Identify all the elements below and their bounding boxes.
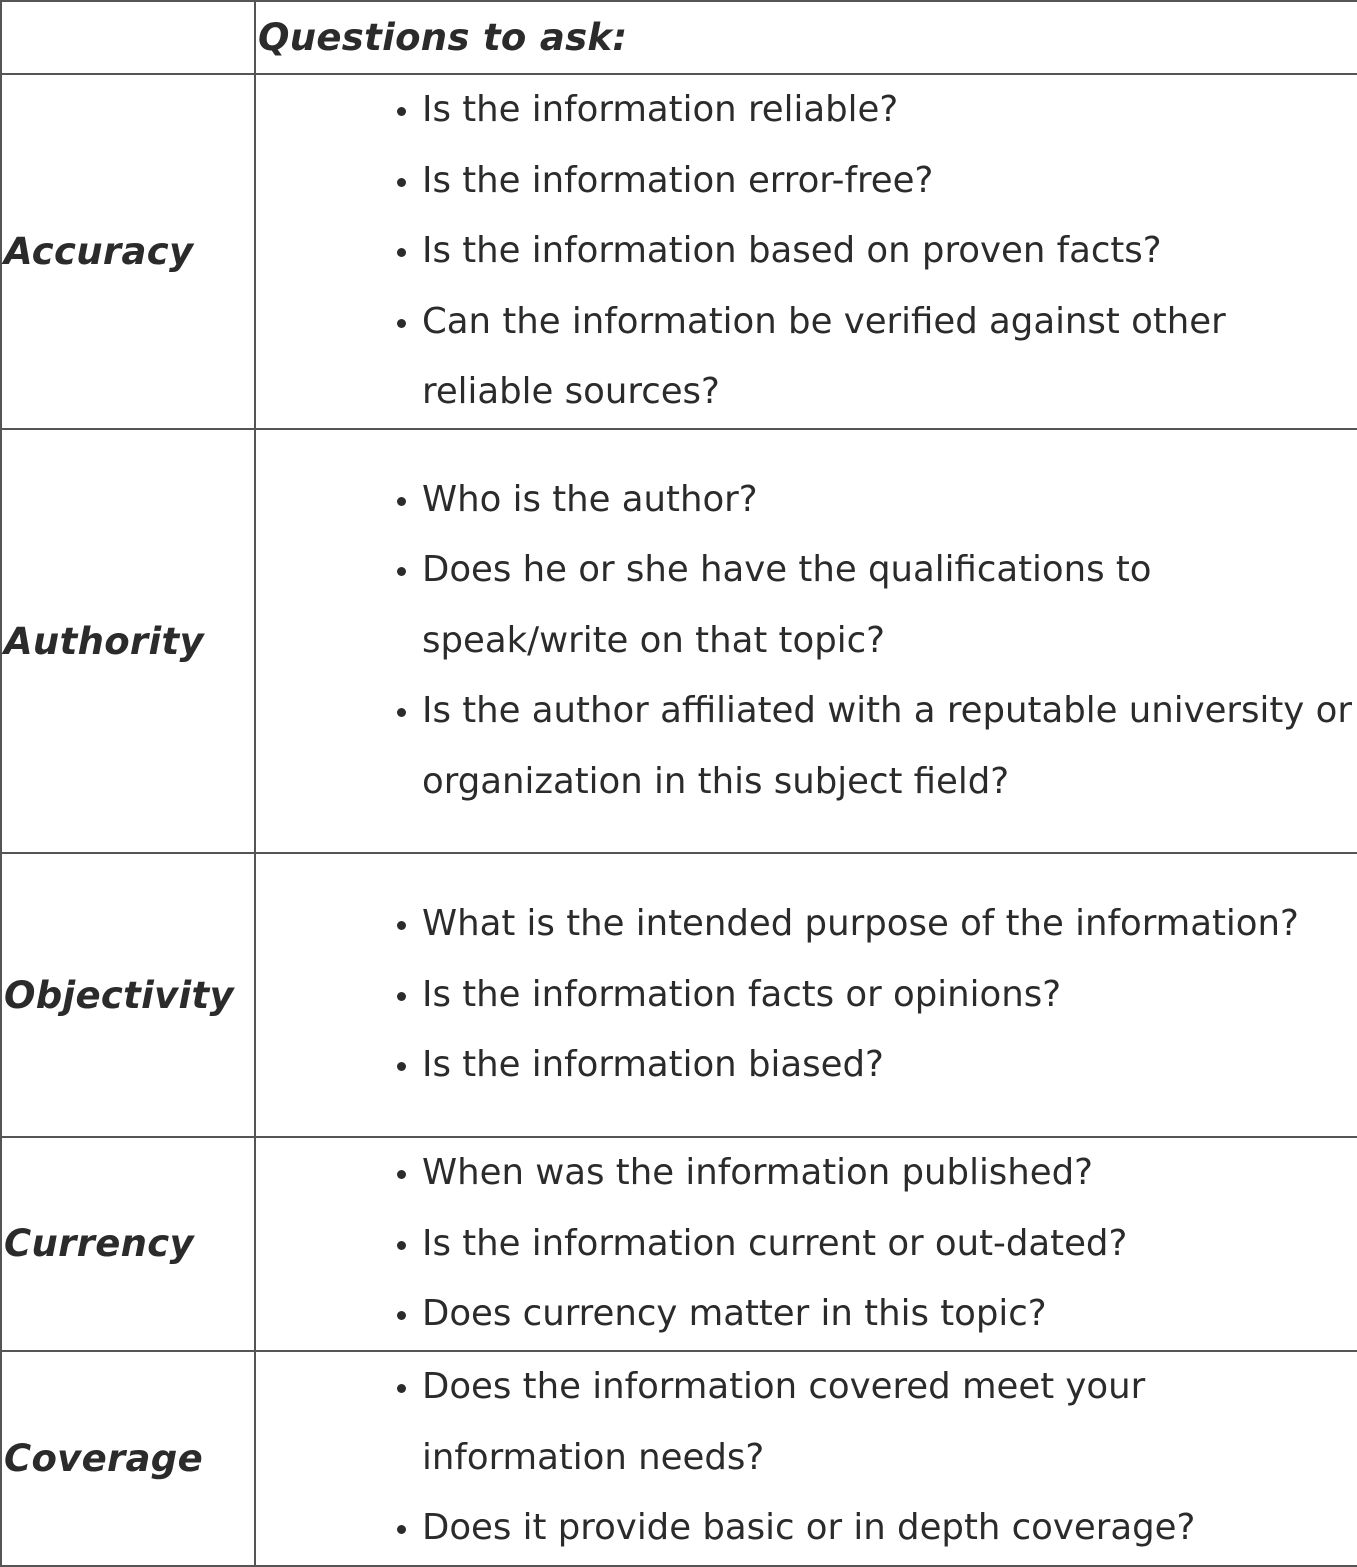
questions-cell bbox=[255, 853, 1357, 1137]
question-item: • Can the information be verified against other reliable sources? bbox=[422, 287, 1357, 428]
questions-cell bbox=[255, 1137, 1357, 1351]
question-item: • What is the intended purpose of the information? bbox=[422, 889, 1357, 960]
table-row bbox=[1, 429, 1357, 853]
question-list bbox=[256, 75, 1357, 428]
question-item: • Is the information error-free? bbox=[422, 146, 1357, 217]
table-row bbox=[1, 74, 1357, 429]
header-row bbox=[1, 1, 1357, 74]
question-list bbox=[256, 889, 1357, 1101]
question-item: • Does currency matter in this topic? bbox=[422, 1279, 1357, 1350]
question-list bbox=[256, 1352, 1357, 1564]
table-row bbox=[1, 1137, 1357, 1351]
question-item: • Who is the author? bbox=[422, 465, 1357, 536]
question-item: • Does he or she have the qualifications to speak/write on that topic? bbox=[422, 535, 1357, 676]
criterion-currency: Currency bbox=[1, 1137, 255, 1351]
question-item: • Does the information covered meet your information needs? bbox=[422, 1352, 1357, 1493]
questions-cell bbox=[255, 74, 1357, 429]
criterion-objectivity: Objectivity bbox=[1, 853, 255, 1137]
question-item: • Is the information current or out-dated? bbox=[422, 1209, 1357, 1280]
criterion-authority: Authority bbox=[1, 429, 255, 853]
question-list bbox=[256, 1138, 1357, 1350]
table-row bbox=[1, 1351, 1357, 1566]
questions-cell bbox=[255, 429, 1357, 853]
question-item: • Is the information based on proven facts? bbox=[422, 216, 1357, 287]
questions-header: Questions to ask: bbox=[255, 1, 1357, 74]
criterion-coverage: Coverage bbox=[1, 1351, 255, 1566]
question-item: • Is the author affiliated with a reputable university or organization in this subject field? bbox=[422, 676, 1357, 817]
criterion-accuracy: Accuracy bbox=[1, 74, 255, 429]
question-item: • Is the information biased? bbox=[422, 1030, 1357, 1101]
questions-cell bbox=[255, 1351, 1357, 1566]
question-item: • Is the information reliable? bbox=[422, 75, 1357, 146]
table-row bbox=[1, 853, 1357, 1137]
question-item: • When was the information published? bbox=[422, 1138, 1357, 1209]
header-empty-cell bbox=[1, 1, 255, 74]
question-list bbox=[256, 465, 1357, 818]
question-item: • Does it provide basic or in depth coverage? bbox=[422, 1493, 1357, 1564]
question-item: • Is the information facts or opinions? bbox=[422, 960, 1357, 1031]
